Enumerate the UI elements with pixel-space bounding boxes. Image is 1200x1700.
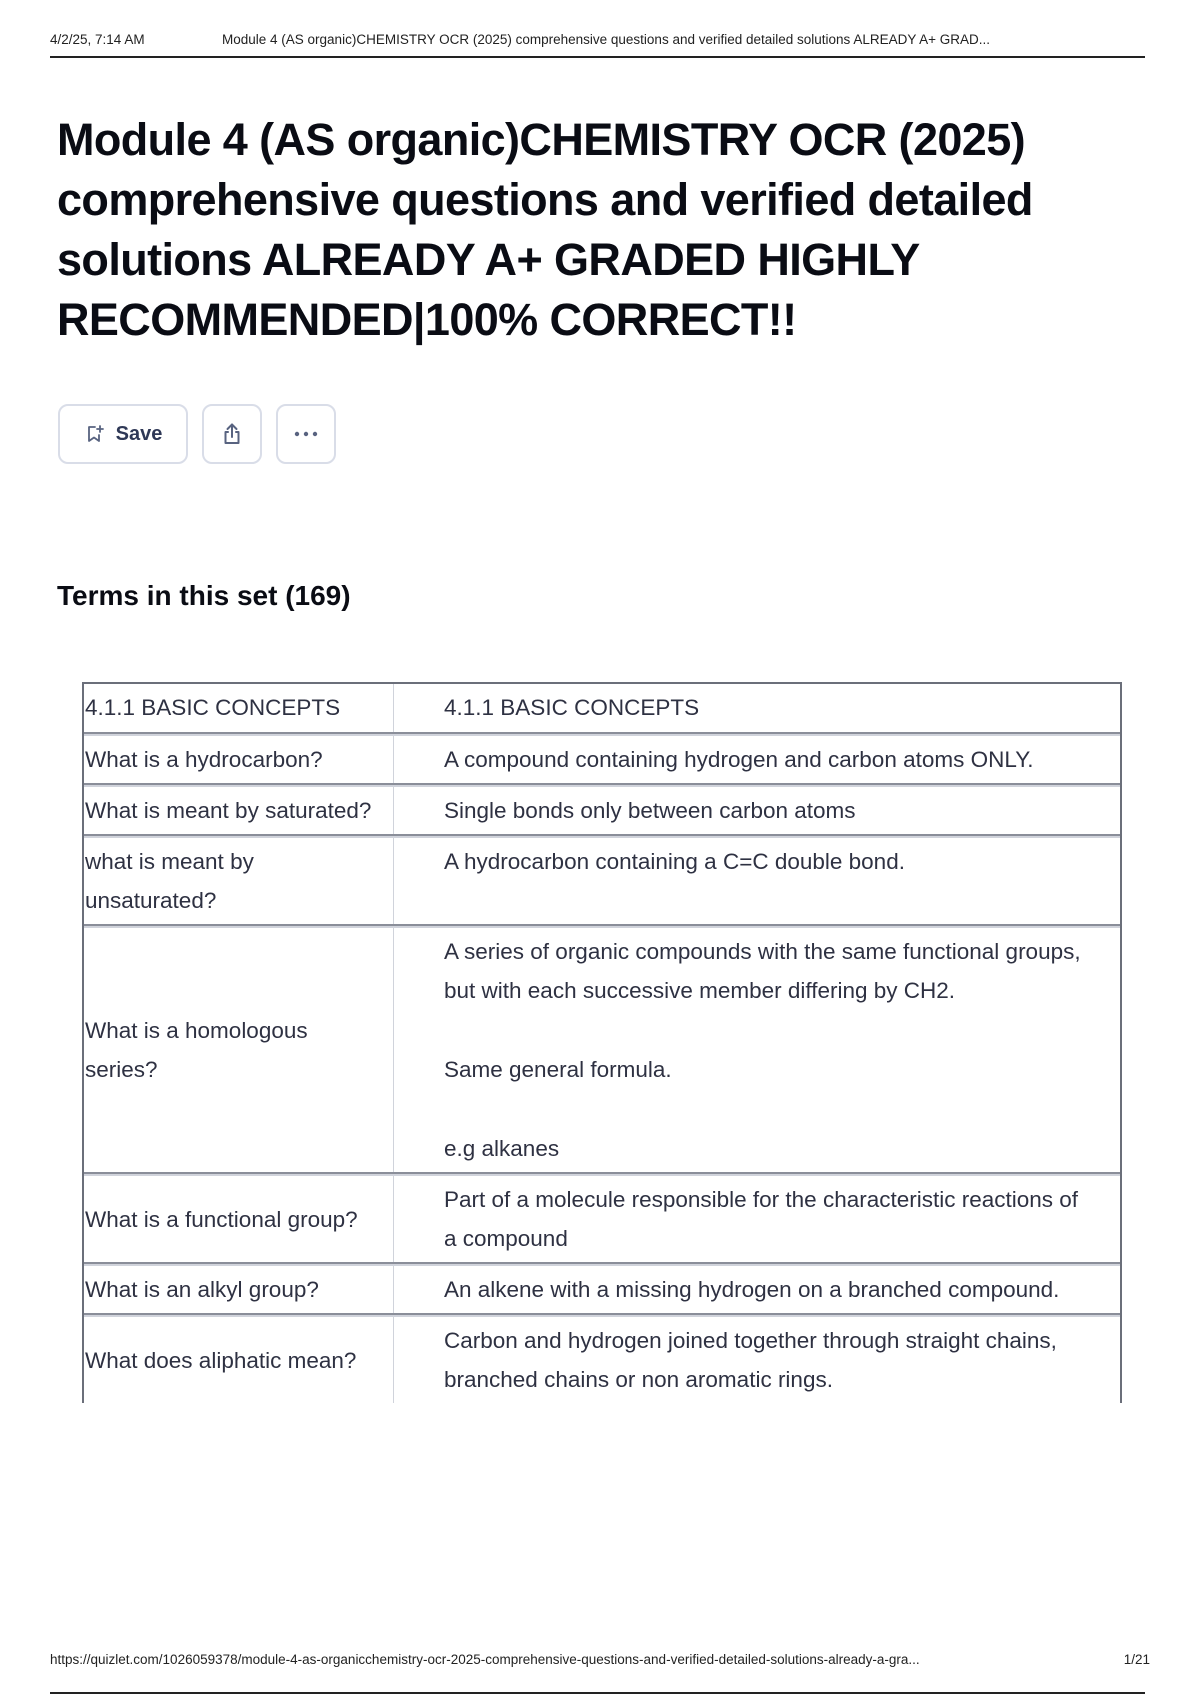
save-label: Save — [115, 422, 163, 445]
more-horizontal-icon — [293, 430, 319, 438]
term-text: What does aliphatic mean? — [84, 1317, 394, 1403]
term-text: what is meant by unsaturated? — [84, 838, 394, 924]
print-url: https://quizlet.com/1026059378/module-4-as-organicchemistry-ocr-2025-comprehensive-questions-and-verified-detailed-solutions-already-a-gra... — [50, 1652, 920, 1667]
term-row — [84, 1315, 1120, 1403]
term-row — [84, 1264, 1120, 1315]
term-text: What is a functional group? — [84, 1176, 394, 1262]
definition-text: A hydrocarbon containing a C=C double bond. — [444, 849, 905, 874]
term-text: What is meant by saturated? — [84, 787, 394, 834]
term-row — [84, 785, 1120, 836]
save-button[interactable] — [58, 404, 188, 464]
definition-text: An alkene with a missing hydrogen on a branched compound. — [444, 1277, 1060, 1302]
page-title: Module 4 (AS organic)CHEMISTRY OCR (2025) comprehensive questions and verified detailed solutions ALREADY A+ GRADED HIGHLY RECOMMENDED|100% CORRECT!! — [57, 114, 1033, 345]
term-row — [84, 684, 1120, 734]
definition-text: A series of organic compounds with the same functional groups, but with each successive member differing by CH2. Same general formula. e.g alkanes — [444, 939, 1081, 1161]
term-row — [84, 926, 1120, 1174]
print-doc-title: Module 4 (AS organic)CHEMISTRY OCR (2025) comprehensive questions and verified detailed solutions ALREADY A+ GRAD... — [222, 32, 990, 47]
definition-text: A compound containing hydrogen and carbon atoms ONLY. — [444, 747, 1034, 772]
more-options-button[interactable] — [276, 404, 336, 464]
definition-text: Carbon and hydrogen joined together through straight chains, branched chains or non aromatic rings. — [444, 1328, 1057, 1392]
definition-text: Part of a molecule responsible for the characteristic reactions of a compound — [444, 1187, 1079, 1251]
share-icon — [219, 421, 245, 447]
page-number: 1/21 — [1123, 1652, 1150, 1667]
print-date: 4/2/25, 7:14 AM — [50, 32, 145, 47]
set-actions — [58, 404, 336, 464]
term-text: What is a homologous series? — [84, 928, 394, 1172]
bookmark-plus-icon — [84, 424, 104, 444]
terms-table — [82, 682, 1122, 1403]
print-header — [50, 30, 1145, 58]
term-text: What is an alkyl group? — [84, 1266, 394, 1313]
definition-text: 4.1.1 BASIC CONCEPTS — [444, 695, 700, 720]
term-text: What is a hydrocarbon? — [84, 736, 394, 783]
terms-heading: Terms in this set (169) — [57, 580, 351, 611]
definition-text: Single bonds only between carbon atoms — [444, 798, 856, 823]
term-text: 4.1.1 BASIC CONCEPTS — [84, 684, 394, 732]
term-row — [84, 734, 1120, 785]
term-row — [84, 836, 1120, 926]
term-row — [84, 1174, 1120, 1264]
share-button[interactable] — [202, 404, 262, 464]
divider — [50, 1692, 1145, 1694]
